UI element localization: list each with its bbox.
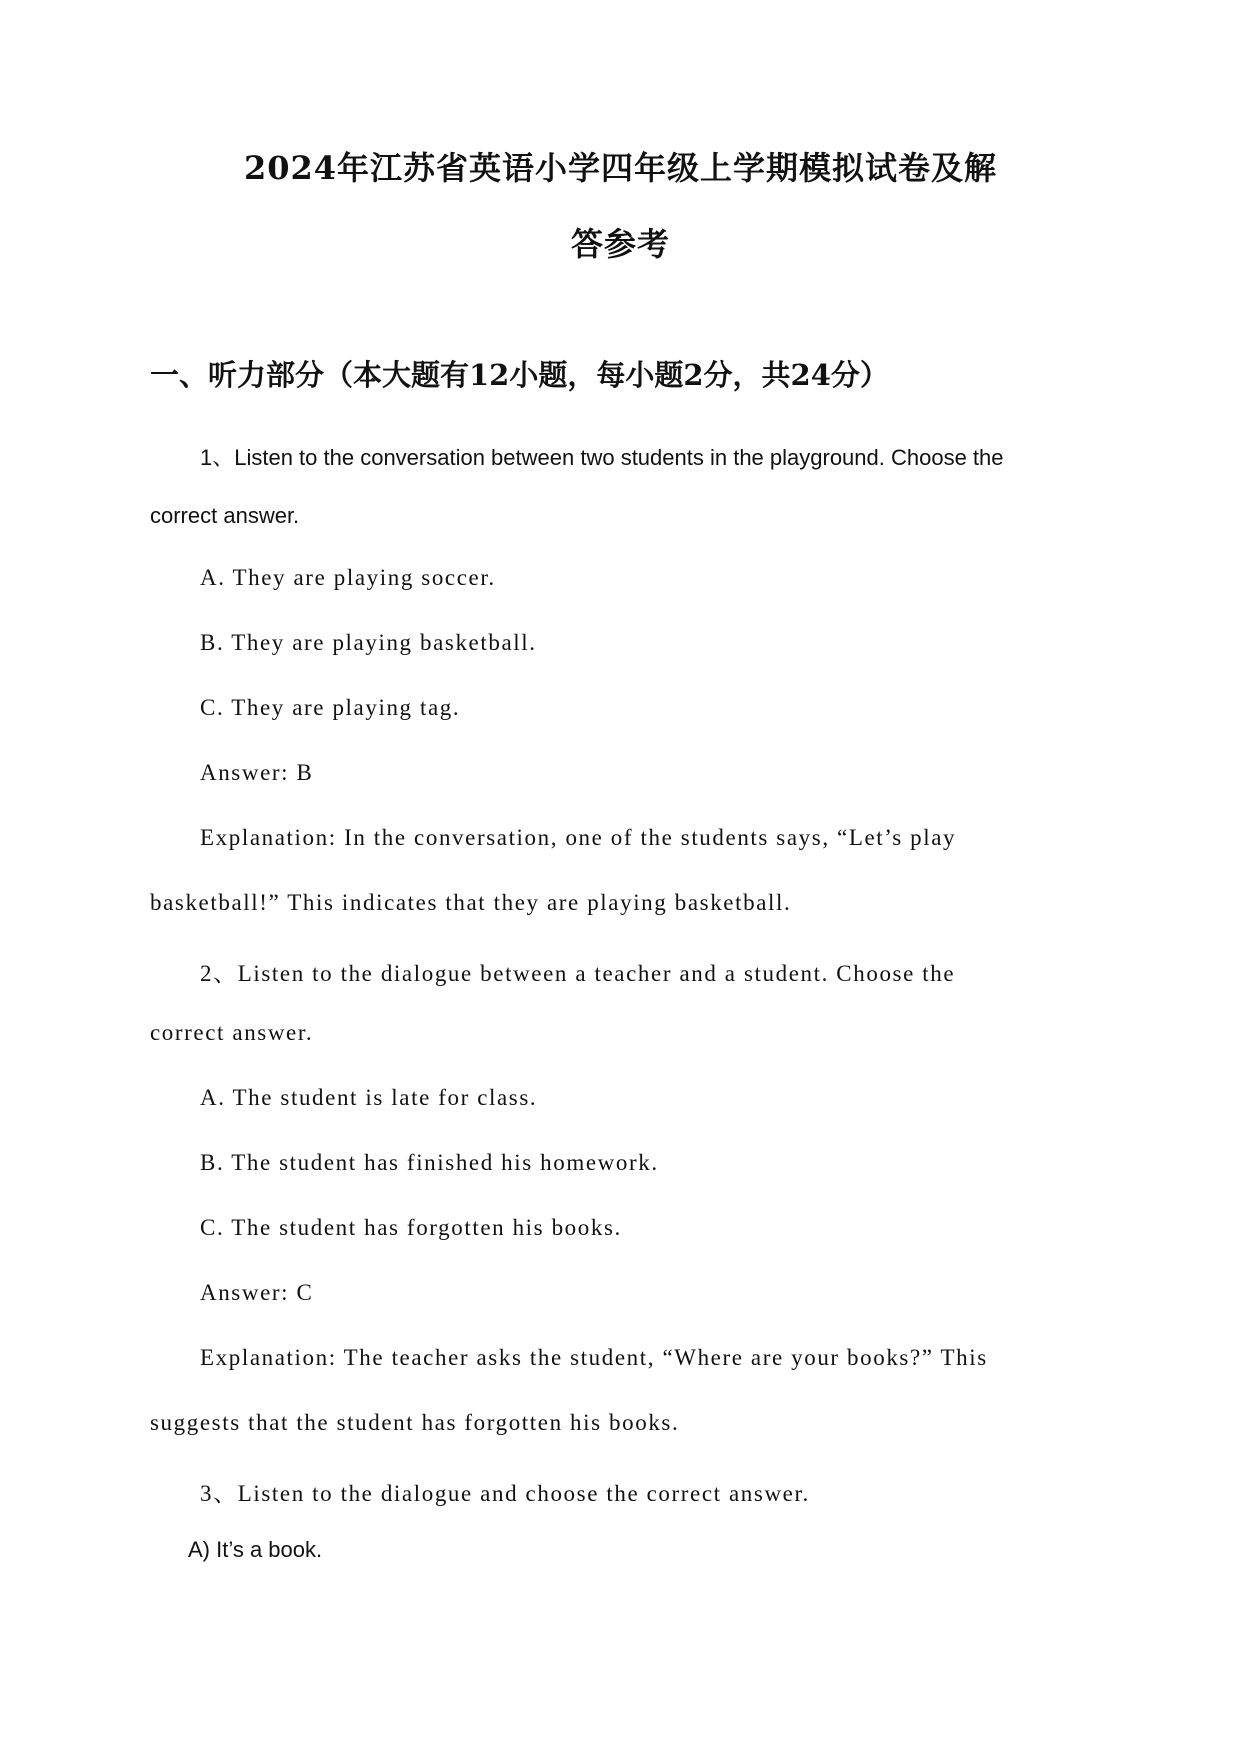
question-1-answer: Answer: B [200, 760, 314, 785]
question-3-prompt: 3、Listen to the dialogue and choose the correct answer. [200, 1481, 810, 1506]
question-1-explanation: Explanation: In the conversation, one of the students says, “Let’s play [200, 825, 957, 850]
document-title-line-1: 2024年江苏省英语小学四年级上学期模拟试卷及解 [243, 149, 998, 187]
question-1-prompt-continued: correct answer. [150, 503, 300, 528]
question-2-answer: Answer: C [200, 1280, 314, 1305]
question-2-prompt-continued: correct answer. [150, 1020, 314, 1045]
section-heading-listening: 一、听力部分（本大题有12小题，每小题2分，共24分） [150, 358, 889, 392]
document-title-line-2: 答参考 [570, 225, 670, 263]
question-2-option-c: C. The student has forgotten his books. [200, 1215, 622, 1240]
question-1-option-c: C. They are playing tag. [200, 695, 461, 720]
question-2-explanation-continued: suggests that the student has forgotten his books. [150, 1410, 680, 1435]
question-1-explanation-continued: basketball!” This indicates that they are playing basketball. [150, 890, 792, 915]
question-1-prompt: 1、Listen to the conversation between two students in the playground. Choose the [200, 445, 1004, 470]
question-2-option-a: A. The student is late for class. [200, 1085, 538, 1110]
question-1-option-a: A. They are playing soccer. [200, 565, 496, 590]
question-1-option-b: B. They are playing basketball. [200, 630, 537, 655]
question-2-option-b: B. The student has finished his homework. [200, 1150, 659, 1175]
question-2-explanation: Explanation: The teacher asks the student, “Where are your books?” This [200, 1345, 988, 1370]
question-3-option-a: A) It’s a book. [188, 1537, 323, 1562]
question-2-prompt: 2、Listen to the dialogue between a teacher and a student. Choose the [200, 961, 956, 986]
